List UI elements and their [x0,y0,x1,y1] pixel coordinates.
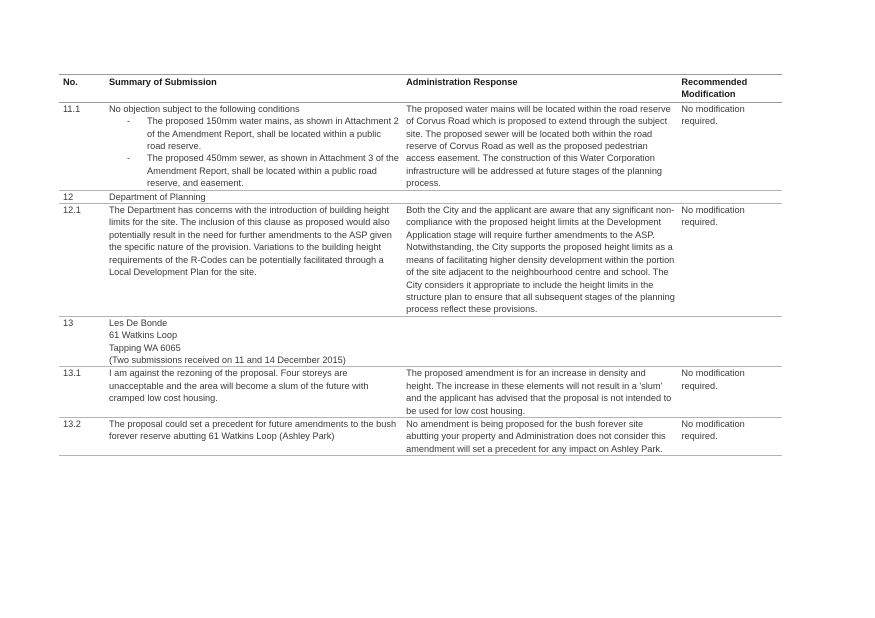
header-summary: Summary of Submission [105,75,402,103]
header-response: Administration Response [402,75,677,103]
submitter-details [105,316,402,367]
submitter-suburb: Tapping WA 6065 [109,342,181,353]
condition-text: The proposed 450mm sewer, as shown in Attachment 3 of the Amendment Report, shall be located within a public road reserve, and easement. [147,153,399,189]
table-header-row [59,75,782,103]
administration-response [402,190,677,203]
row-number: 13.2 [59,417,105,455]
conditions-list [109,115,400,189]
submission-summary: The Department has concerns with the introduction of building height limits for the site. The inclusion of this clause as proposed would also potentially result in the need for further amendments to the ASP given the specific nature of the provision. Variations to the building height requirements of the R-Codes can be potentially facilitated through a Local Development Plan for the site. [105,204,402,317]
summary-intro: No objection subject to the following conditions [109,103,300,114]
submitter-address: 61 Watkins Loop [109,330,178,341]
submitter-name: Department of Planning [105,190,402,203]
header-modification: Recommended Modification [677,75,782,103]
row-number: 13.1 [59,367,105,418]
header-no: No. [59,75,105,103]
row-number: 12.1 [59,204,105,317]
table-row [59,102,782,190]
recommended-modification: No modification required. [677,417,782,455]
table-row [59,316,782,367]
administration-response: The proposed amendment is for an increase in density and height. The increase in these elements will not result in a 'slum' and the applicant has advised that the proposal is not intended to be used for low cost housing. [402,367,677,418]
recommended-modification [677,190,782,203]
row-number: 11.1 [59,102,105,190]
table-row [59,190,782,203]
row-number: 12 [59,190,105,203]
administration-response: Both the City and the applicant are aware that any significant non-compliance with the proposed height limits at the Development Application stage will require further amendments to the ASP. Notwithstanding, the City supports the proposed height limits as a means of facilitating higher density development within the portion of the site adjacent to the neighbourhood centre and school. The City considers it appropriate to include the height limits in the structure plan to ensure that all subsequent stages of the planning process reflect these provisions. [402,204,677,317]
submission-note: (Two submissions received on 11 and 14 December 2015) [109,354,346,365]
submission-summary: I am against the rezoning of the proposal. Four storeys are unacceptable and the area will become a slum of the future with cramped low cost housing. [105,367,402,418]
administration-response: No amendment is being proposed for the bush forever site abutting your property and Administration does not consider this amendment will set a precedent for any impact on Ashley Park. [402,417,677,455]
condition-text: The proposed 150mm water mains, as shown in Attachment 2 of the Amendment Report, shall be located within a public road reserve. [147,116,399,152]
recommended-modification [677,316,782,367]
table-row [59,417,782,455]
administration-response [402,316,677,367]
list-item [127,115,400,152]
table-row [59,204,782,317]
table-row [59,367,782,418]
recommended-modification: No modification required. [677,102,782,190]
bullet-marker: - [127,116,131,127]
list-item [127,152,400,189]
recommended-modification: No modification required. [677,367,782,418]
submitter-name: Les De Bonde [109,317,168,328]
bullet-marker: - [127,153,131,164]
row-number: 13 [59,316,105,367]
recommended-modification: No modification required. [677,204,782,317]
submissions-table [59,74,782,456]
administration-response: The proposed water mains will be located within the road reserve of Corvus Road which is proposed to extend through the subject site. The proposed sewer will be located both within the road reserve of Corvus Road as well as the proposed pedestrian access easement. The construction of this Water Corporation infrastructure will be addressed at future stages of the planning process. [402,102,677,190]
submission-summary [105,102,402,190]
submission-summary: The proposal could set a precedent for future amendments to the bush forever reserve abutting 61 Watkins Loop (Ashley Park) [105,417,402,455]
